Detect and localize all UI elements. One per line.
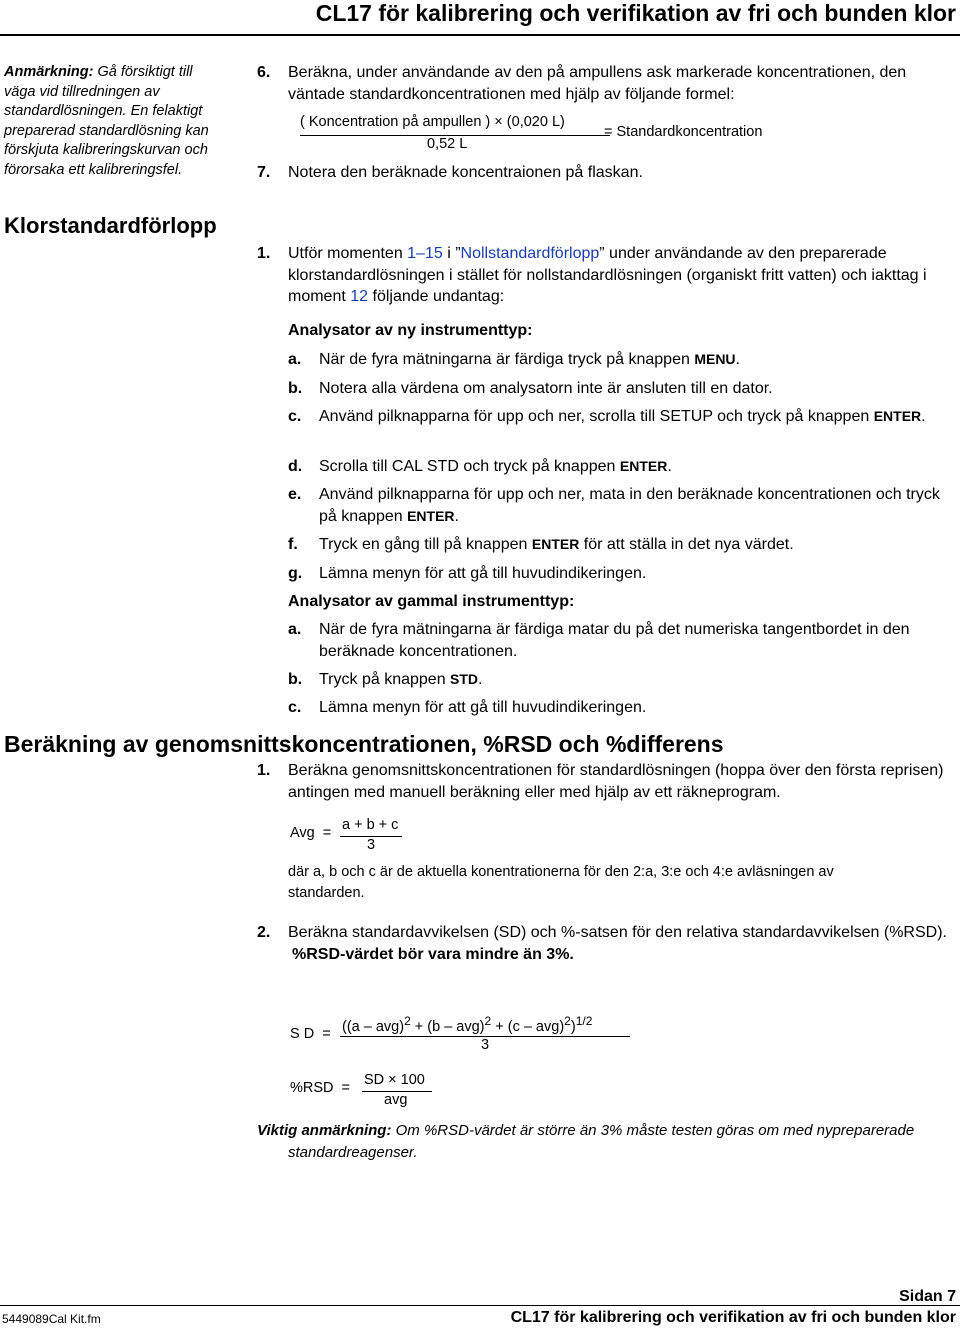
footer-rule bbox=[0, 1305, 960, 1306]
list-item-text bbox=[319, 619, 948, 662]
list-item-text bbox=[319, 534, 948, 556]
step-emphasis: %RSD-värdet bör vara mindre än 3%. bbox=[292, 945, 574, 963]
text-run: Notera alla värdena om analysatorn inte är ansluten till en dator. bbox=[319, 380, 773, 397]
step-text bbox=[288, 243, 947, 308]
list-item-letter: f. bbox=[288, 536, 298, 553]
section-heading-klor: Klorstandardförlopp bbox=[4, 213, 217, 238]
formula-exponent: 2 bbox=[404, 1014, 411, 1028]
subheading-new-analyzer: Analysator av ny instrumenttyp: bbox=[288, 322, 533, 339]
list-item-text bbox=[319, 456, 948, 478]
step-text: Beräkna genomsnittskoncentrationen för standardlösningen (hoppa över den första reprisen) antingen med manuell beräkning eller med hjälp av ett räkneprogram. bbox=[288, 762, 944, 801]
step-number: 1. bbox=[257, 245, 271, 262]
footer-page-number: Sidan 7 bbox=[899, 1288, 956, 1305]
step-text: Beräkna standardavvikelsen (SD) och %-satsen för den relativa standardavvikelsen (%RSD). bbox=[288, 924, 947, 941]
list-item bbox=[288, 456, 948, 478]
list-item-text bbox=[319, 669, 948, 691]
formula-standard-concentration bbox=[300, 114, 565, 130]
link-steps[interactable]: 1–15 bbox=[407, 245, 443, 262]
text-run: . bbox=[454, 507, 459, 525]
text-run: för att ställa in det nya värdet. bbox=[579, 536, 794, 553]
list-item-text bbox=[319, 484, 948, 527]
text-run: När de fyra mätningarna är färdiga tryck på knappen bbox=[319, 351, 695, 368]
step-text: Notera den beräknade koncentraionen på flaskan. bbox=[288, 164, 643, 181]
list-item bbox=[288, 484, 948, 527]
formula-operator: + bbox=[495, 1018, 504, 1035]
formula-term: (c – avg) bbox=[507, 1018, 565, 1035]
list-item-text bbox=[319, 563, 948, 585]
formula-term: ((a – avg) bbox=[342, 1018, 405, 1035]
subheading-old-analyzer: Analysator av gammal instrumenttyp: bbox=[288, 593, 575, 610]
formula-operator: = bbox=[322, 825, 332, 841]
key-name: ENTER bbox=[873, 408, 922, 424]
list-item-letter: g. bbox=[288, 565, 303, 582]
formula-operator: = bbox=[322, 1026, 331, 1042]
list-item bbox=[288, 406, 948, 428]
list-item-letter: a. bbox=[288, 621, 302, 638]
list-item-letter: e. bbox=[288, 486, 302, 503]
formula-denominator: 0,52 L bbox=[427, 136, 468, 152]
list-item-letter: c. bbox=[288, 408, 302, 425]
text-run: Tryck på knappen bbox=[319, 671, 451, 688]
avg-explanation: där a, b och c är de aktuella konentrationerna för den 2:a, 3:e och 4:e avläsningen av standarden. bbox=[288, 864, 834, 901]
step-7 bbox=[257, 162, 947, 184]
header-rule bbox=[0, 34, 960, 36]
key-name: MENU bbox=[694, 351, 736, 367]
formula-term: %RSD bbox=[290, 1080, 334, 1096]
link-step-12[interactable]: 12 bbox=[350, 288, 369, 305]
step-6 bbox=[257, 62, 947, 105]
side-note-label: Anmärkning: bbox=[4, 64, 94, 80]
text-run: . bbox=[921, 408, 926, 425]
formula-exponent: 1/2 bbox=[575, 1014, 593, 1028]
list-item-letter: a. bbox=[288, 351, 302, 368]
formula-avg-numerator: a + b + c bbox=[342, 817, 399, 833]
formula-rsd-numerator: SD × 100 bbox=[364, 1072, 425, 1088]
formula-operator: + bbox=[414, 1018, 424, 1035]
step-number: 1. bbox=[257, 762, 271, 779]
formula-exponent: 2 bbox=[564, 1014, 571, 1028]
list-item bbox=[288, 349, 948, 371]
text-run: . bbox=[667, 458, 672, 475]
avg-step-2 bbox=[257, 922, 947, 965]
text-run: Använd pilknapparna för upp och ner, mata in den beräknade koncentrationen och tryck på knappen bbox=[319, 486, 940, 525]
step-number: 2. bbox=[257, 924, 271, 941]
list-item-letter: b. bbox=[288, 380, 303, 397]
formula-operator: = bbox=[604, 124, 613, 140]
text-run: När de fyra mätningarna är färdiga matar du på det numeriska tangentbordet in den beräknade koncentrationen. bbox=[319, 621, 910, 660]
avg-step-1 bbox=[257, 760, 947, 803]
link-nollstandard[interactable]: Nollstandardförlopp bbox=[460, 245, 600, 262]
formula-sd-lhs bbox=[290, 1026, 331, 1042]
list-item-text bbox=[319, 406, 948, 428]
key-name: ENTER bbox=[531, 536, 580, 552]
text-run: Tryck en gång till på knappen bbox=[319, 536, 532, 553]
page-header-title: CL17 för kalibrering och verifikation av fri och bunden klor bbox=[315, 0, 956, 26]
step-number: 6. bbox=[257, 64, 271, 81]
list-item bbox=[288, 697, 948, 719]
important-label: Viktig anmärkning: bbox=[257, 1122, 392, 1139]
formula-paren: ) bbox=[570, 1018, 576, 1035]
list-item-letter: c. bbox=[288, 699, 302, 716]
list-item bbox=[288, 534, 948, 556]
list-item bbox=[288, 563, 948, 585]
text-run: Scrolla till CAL STD och tryck på knappen bbox=[319, 458, 620, 475]
formula-rsd-lhs bbox=[290, 1080, 350, 1096]
list-item-text bbox=[319, 349, 948, 371]
text-run: . bbox=[735, 351, 740, 368]
formula-operator: × bbox=[494, 114, 503, 130]
text-run: ” under användande av den preparerade klorstandardlösningen i stället för nollstandardlösningen (organiskt fritt vatten) och iakttag i moment bbox=[288, 245, 927, 305]
text-run: i ” bbox=[442, 245, 461, 262]
formula-operator: = bbox=[341, 1080, 351, 1096]
key-name: ENTER bbox=[407, 507, 455, 524]
formula-exponent: 2 bbox=[484, 1014, 492, 1028]
text-run: Lämna menyn för att gå till huvudindikeringen. bbox=[319, 565, 647, 582]
formula-avg-denominator: 3 bbox=[367, 837, 376, 853]
formula-term: (b – avg) bbox=[427, 1018, 485, 1035]
formula-term: Standardkoncentration bbox=[616, 124, 763, 140]
formula-paren: ( bbox=[300, 114, 305, 130]
key-name: STD bbox=[450, 671, 479, 687]
formula-term: S D bbox=[290, 1026, 315, 1042]
formula-term: Avg bbox=[290, 825, 315, 841]
footer-title: CL17 för kalibrering och verifikation av fri och bunden klor bbox=[510, 1309, 956, 1326]
section-heading-avg: Beräkning av genomsnittskoncentrationen, %RSD och %differens bbox=[4, 731, 724, 757]
side-note bbox=[4, 63, 226, 180]
formula-paren: ) bbox=[485, 114, 491, 130]
formula-sd-denominator: 3 bbox=[481, 1037, 490, 1053]
list-item-text bbox=[319, 697, 948, 719]
important-text: Om %RSD-värdet är större än 3% måste testen göras om med nypreparerade standardreagenser. bbox=[288, 1122, 915, 1161]
footer-filename: 5449089Cal Kit.fm bbox=[2, 1312, 101, 1326]
list-item bbox=[288, 669, 948, 691]
text-run: . bbox=[478, 671, 483, 688]
list-item bbox=[288, 378, 948, 400]
key-name: ENTER bbox=[619, 458, 668, 474]
list-item-letter: d. bbox=[288, 458, 303, 475]
list-item-letter: b. bbox=[288, 671, 303, 688]
formula-rsd-denominator: avg bbox=[384, 1092, 408, 1108]
text-run: följande undantag: bbox=[368, 288, 505, 305]
text-run: Använd pilknapparna för upp och ner, scrolla till SETUP och tryck på knappen bbox=[319, 408, 874, 425]
step-text: Beräkna, under användande av den på ampullens ask markerade koncentrationen, den väntade standardkoncentrationen med hjälp av följande formel: bbox=[288, 64, 907, 103]
list-item-text bbox=[319, 378, 948, 400]
formula-result bbox=[604, 124, 762, 140]
important-note bbox=[257, 1120, 957, 1163]
side-note-text: Gå försiktigt till väga vid tillredningen av standardlösningen. En felaktigt preparerad standardlösning kan förskjuta kalibreringskurvan och förorsaka ett kalibreringsfel. bbox=[4, 64, 209, 178]
formula-sd-numerator bbox=[342, 1014, 592, 1035]
formula-term: (0,020 L) bbox=[506, 114, 565, 130]
text-run: Utför momenten bbox=[288, 245, 408, 262]
klor-step-1 bbox=[257, 243, 947, 308]
text-run: Lämna menyn för att gå till huvudindikeringen. bbox=[319, 699, 647, 716]
formula-term: Koncentration på ampullen bbox=[308, 114, 482, 130]
step-number: 7. bbox=[257, 164, 271, 181]
formula-avg-lhs bbox=[290, 825, 331, 841]
list-item bbox=[288, 619, 948, 662]
